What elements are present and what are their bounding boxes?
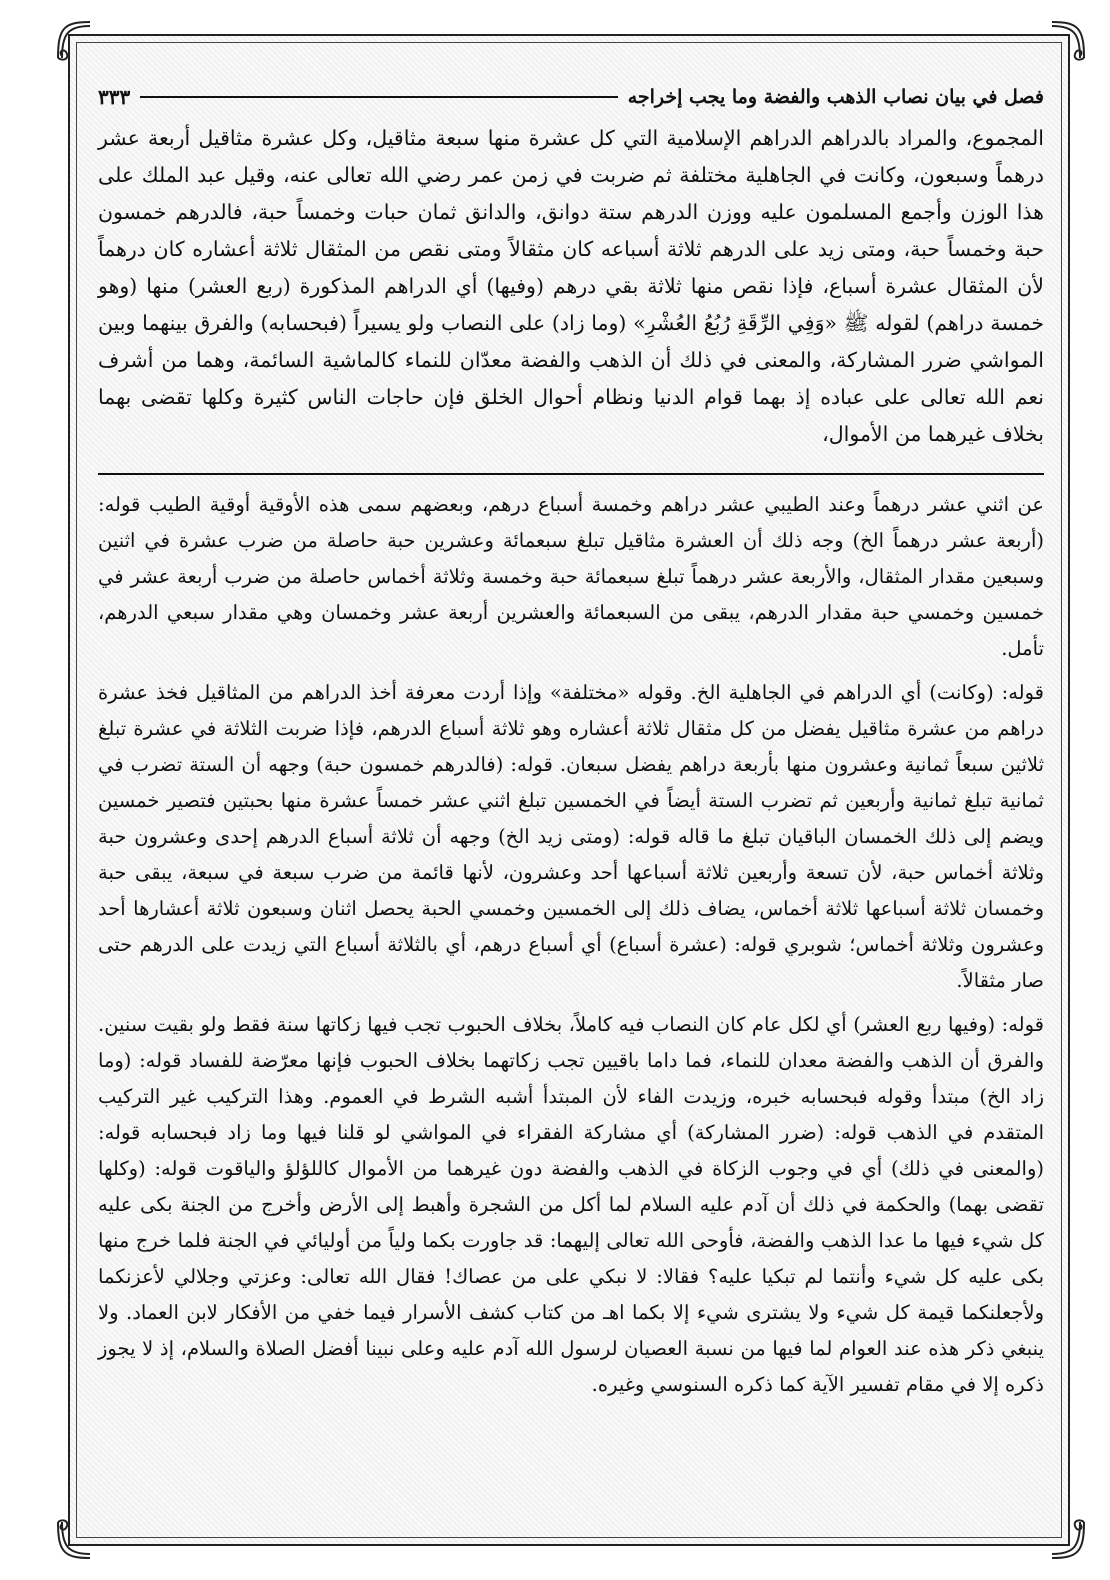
- scroll-ornament-icon: [1048, 18, 1088, 64]
- scroll-ornament-icon: [1048, 1516, 1088, 1562]
- scroll-ornament-icon: [54, 1516, 94, 1562]
- header-title: فصل في بيان نصاب الذهب والفضة وما يجب إخراجه: [627, 86, 1044, 108]
- footnote-paragraph: قوله: (وكانت) أي الدراهم في الجاهلية الخ. وقوله «مختلفة» وإذا أردت معرفة أخذ الدراهم من المثاقيل فخذ عشرة دراهم من عشرة مثاقيل يفضل من كل مثقال ثلاثة أعشاره وهو ثلاثة أسباع الدرهم، فإذا ضربت الثلاثة في عشرة تبلغ ثلاثين سبعاً ثمانية وعشرون منها بأربعة دراهم يفضل سبعان. قوله: (فالدرهم خمسون حبة) وجهه أن الستة تضرب في ثمانية تبلغ ثمانية وأربعين ثم تضرب الستة أيضاً في الخمسين تبلغ اثني عشر خمساً عشرة منها بحبتين فتصير خمسين ويضم إلى ذلك الخمسان الباقيان تبلغ ما قاله قوله: (ومتى زيد الخ) وجهه أن ثلاثة أسباع الدرهم إحدى وعشرون حبة وثلاثة أخماس حبة، لأن تسعة وأربعين ثلاثة أسباعها أحد وعشرون، لأنها قائمة من ضرب سبعة في سبعة، يبقى حبة وخمسان ثلاثة أسباعها ثلاثة أخماس، يضاف ذلك إلى الخمسين وخمسي الحبة يحصل اثنان وسبعون ثلاثة أعشارها أحد وعشرون وثلاثة أخماس؛ شوبري قوله: (عشرة أسباع) أي أسباع درهم، أي بالثلاثة أسباع التي زيدت على الدرهم حتى صار مثقالاً.: [98, 681, 1044, 992]
- footnote-paragraph: عن اثني عشر درهماً وعند الطيبي عشر دراهم وخمسة أسباع درهم، وبعضهم سمى هذه الأوقية أوقية الطيب قوله: (أربعة عشر درهماً الخ) وجه ذلك أن العشرة مثاقيل تبلغ سبعمائة وعشرين حبة حاصلة من ضرب عشرة في اثنين وسبعين مقدار المثقال، والأربعة عشر درهماً تبلغ سبعمائة حبة وخمسة وثلاثة أخماس حاصلة من ضرب أربعة عشر في خمسين وخمسي حبة مقدار الدرهم، يبقى من السبعمائة والعشرين أربعة عشر وخمسان وهي مقدار سبعي الدرهم، تأمل.: [98, 493, 1044, 660]
- footnote-paragraph: قوله: (وفيها ربع العشر) أي لكل عام كان النصاب فيه كاملاً، بخلاف الحبوب تجب فيها زكاتها سنة فقط ولو بقيت سنين. والفرق أن الذهب والفضة معدان للنماء، فما داما باقيين تجب زكاتهما بخلاف الحبوب فإنها معرّضة للفساد قوله: (وما زاد الخ) مبتدأ وقوله فبحسابه خبره، وزيدت الفاء لأن المبتدأ أشبه الشرط في العموم. وهذا التركيب غير التركيب المتقدم في الذهب قوله: (ضرر المشاركة) أي مشاركة الفقراء في المواشي لو قلنا فيها وما زاد فبحسابه قوله: (والمعنى في ذلك) أي في وجوب الزكاة في الذهب والفضة دون غيرهما من الأموال كاللؤلؤ والياقوت قوله: (وكلها تقضى بهما) والحكمة في ذلك أن آدم عليه السلام لما أكل من الشجرة وأهبط إلى الأرض وأخرج من الجنة بكى عليه كل شيء فيها ما عدا الذهب والفضة، فأوحى الله تعالى إليهما: قد جاورت بكما ولياً من أوليائي في الجنة فلما خرج منها بكى عليه كل شيء وأنتما لم تبكيا عليه؟ فقالا: لا نبكي على من عصاك! فقال الله تعالى: وعزتي وجلالي لأعزنكما ولأجعلنكما قيمة كل شيء ولا يشترى شيء إلا بكما اهـ من كتاب كشف الأسرار فيما خفي من الأفكار لابن العماد. ولا ينبغي ذكر هذه عند العوام لما فيها من نسبة العصيان لرسول الله آدم عليه وعلى نبينا أفضل الصلاة والسلام، إذ لا يجوز ذكره إلا في مقام تفسير الآية كما ذكره السنوسي وغيره.: [98, 1013, 1044, 1396]
- running-header: [98, 80, 1044, 114]
- page-content: [98, 80, 1044, 1520]
- header-rule: [140, 96, 617, 98]
- footnote-divider: [98, 473, 1044, 475]
- scroll-ornament-icon: [54, 18, 94, 64]
- main-text: المجموع، والمراد بالدراهم الدراهم الإسلامية التي كل عشرة منها سبعة مثاقيل، وكل عشرة مثاقيل أربعة عشر درهماً وسبعون، وكانت في الجاهلية مختلفة ثم ضربت في زمن عمر رضي الله تعالى عنه، وقيل عبد الملك على هذا الوزن وأجمع المسلمون عليه ووزن الدرهم ستة دوانق، والدانق ثمان حبات وخمساً حبة، فالدرهم خمسون حبة وخمساً حبة، ومتى زيد على الدرهم ثلاثة أسباعه كان مثقالاً ومتى نقص من المثقال ثلاثة أعشاره كان درهماً لأن المثقال عشرة أسباع، فإذا نقص منها ثلاثة بقي درهم (وفيها) أي الدراهم المذكورة (ربع العشر) منها (وهو خمسة دراهم) لقوله ﷺ «وَفِي الرِّقَةِ رُبُعُ العُشْرِ» (وما زاد) على النصاب ولو يسيراً (فبحسابه) والفرق بينهما وبين المواشي ضرر المشاركة، والمعنى في ذلك أن الذهب والفضة معدّان للنماء كالماشية السائمة، وهما من أشرف نعم الله تعالى على عباده إذ بهما قوام الدنيا ونظام أحوال الخلق فإن حاجات الناس كثيرة وكلها تقضى بهما بخلاف غيرهما من الأموال،: [98, 126, 1044, 446]
- page-number: ٣٣٣: [98, 85, 131, 109]
